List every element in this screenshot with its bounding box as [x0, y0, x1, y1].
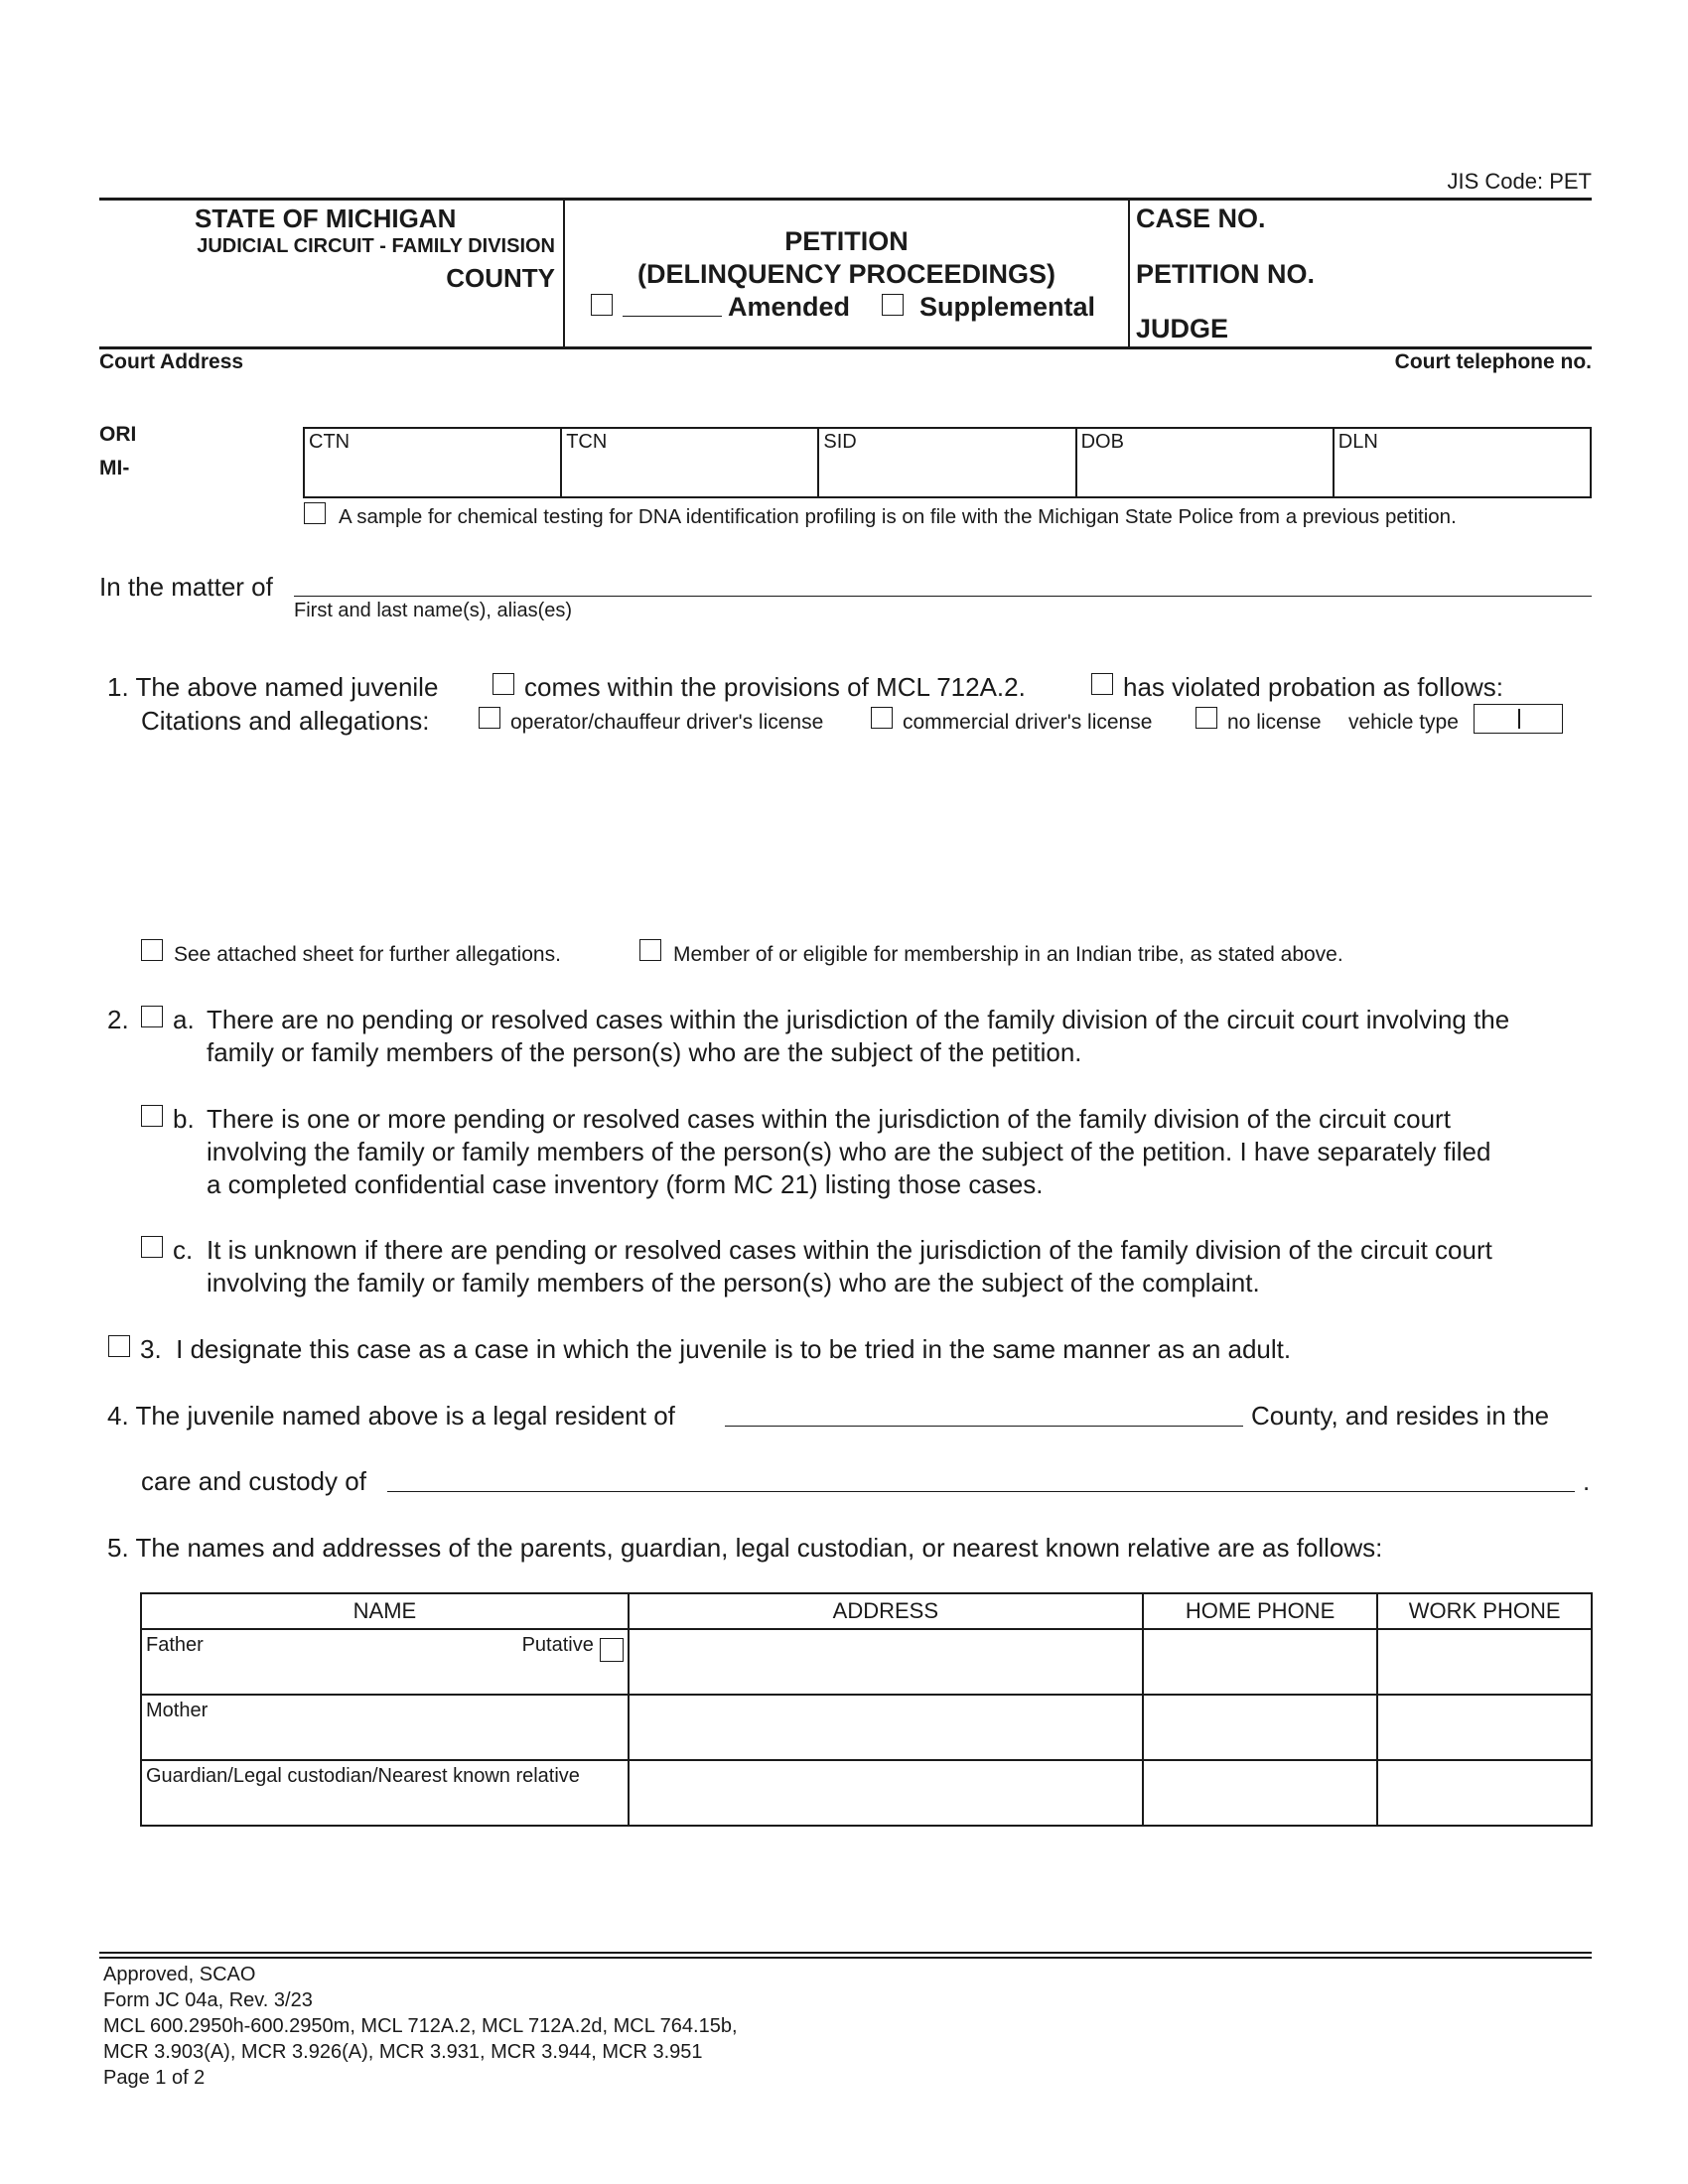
item2b-line2: involving the family or family members of the person(s) who are the subject of the petition. I have separately filed: [207, 1137, 1491, 1166]
citations-label: Citations and allegations:: [141, 706, 430, 736]
county-of-residence-field[interactable]: [725, 1426, 1243, 1427]
tcn-label: TCN: [566, 431, 608, 453]
item2-number: 2.: [107, 1005, 129, 1034]
col-work-phone-header: WORK PHONE: [1377, 1593, 1592, 1629]
amended-label: Amended: [728, 292, 851, 322]
mother-row: [141, 1695, 1592, 1760]
header-bottom-rule: [99, 346, 1592, 349]
operator-license-label: operator/chauffeur driver's license: [510, 711, 824, 734]
item2a-checkbox[interactable]: [141, 1006, 163, 1027]
item2c-label: c.: [173, 1235, 194, 1265]
item1-opt1: comes within the provisions of MCL 712A.2.: [524, 672, 1026, 702]
footer-approved: Approved, SCAO: [103, 1964, 256, 1985]
ctn-field[interactable]: [304, 428, 561, 497]
item3-checkbox[interactable]: [108, 1335, 130, 1357]
indian-tribe-label: Member of or eligible for membership in an Indian tribe, as stated above.: [673, 943, 1343, 966]
matter-label: In the matter of: [99, 572, 273, 602]
mi-label: MI-: [99, 457, 130, 479]
form-title-line2: (DELINQUENCY PROCEEDINGS): [636, 259, 1056, 289]
supplemental-label: Supplemental: [919, 292, 1096, 322]
item2b-line1: There is one or more pending or resolved cases within the jurisdiction of the family division of the circuit court: [207, 1104, 1451, 1134]
guardian-address-cell[interactable]: [629, 1760, 1143, 1826]
id-fields-table: [303, 427, 1592, 498]
guardian-work-phone-cell[interactable]: [1377, 1760, 1592, 1826]
supplemental-checkbox[interactable]: [882, 294, 904, 316]
footer-page-number: Page 1 of 2: [103, 2067, 206, 2089]
attached-sheet-label: See attached sheet for further allegations.: [174, 943, 561, 966]
header-divider-right: [1128, 198, 1130, 348]
father-name-cell[interactable]: [141, 1629, 629, 1695]
form-title-line1: PETITION: [784, 226, 909, 256]
circuit-label: JUDICIAL CIRCUIT - FAMILY DIVISION: [197, 235, 555, 257]
mother-label: Mother: [146, 1700, 209, 1721]
item2b-checkbox[interactable]: [141, 1105, 163, 1127]
attached-sheet-checkbox[interactable]: [141, 939, 163, 961]
item3-text: 3. I designate this case as a case in which the juvenile is to be tried in the same manner as an adult.: [140, 1334, 1292, 1364]
court-phone-label: Court telephone no.: [1394, 350, 1592, 373]
item1-opt2: has violated probation as follows:: [1123, 672, 1504, 702]
care-custody-period: .: [1583, 1466, 1591, 1496]
case-no-label: CASE NO.: [1136, 204, 1266, 233]
father-address-cell[interactable]: [629, 1629, 1143, 1695]
sid-field[interactable]: [818, 428, 1075, 497]
sid-label: SID: [823, 431, 857, 453]
item2b-label: b.: [173, 1104, 195, 1134]
indian-tribe-checkbox[interactable]: [639, 939, 661, 961]
vehicle-type-divider: [1518, 709, 1520, 729]
commercial-license-label: commercial driver's license: [903, 711, 1153, 734]
guardian-label: Guardian/Legal custodian/Nearest known relative: [146, 1765, 580, 1787]
care-custody-field[interactable]: [387, 1491, 1575, 1492]
amended-number-field[interactable]: [623, 316, 722, 317]
court-address-label: Court Address: [99, 350, 244, 373]
judge-label: JUDGE: [1136, 314, 1229, 343]
putative-checkbox[interactable]: [600, 1638, 624, 1662]
putative-label: Putative: [521, 1634, 594, 1656]
care-custody-label: care and custody of: [141, 1466, 366, 1496]
vehicle-type-label: vehicle type: [1348, 711, 1459, 734]
item2a-line2: family or family members of the person(s) who are the subject of the petition.: [207, 1037, 1082, 1067]
father-work-phone-cell[interactable]: [1377, 1629, 1592, 1695]
item5-text: 5. The names and addresses of the parents, guardian, legal custodian, or nearest known relative are as follows:: [107, 1533, 1383, 1563]
footer-block: [103, 1962, 738, 2091]
item2b-line3: a completed confidential case inventory (form MC 21) listing those cases.: [207, 1169, 1044, 1199]
item2a-label: a.: [173, 1005, 195, 1034]
item4-tail: County, and resides in the: [1251, 1401, 1550, 1431]
item2c-line1: It is unknown if there are pending or resolved cases within the jurisdiction of the family division of the circuit court: [207, 1235, 1492, 1265]
guardian-row: [141, 1760, 1592, 1826]
col-home-phone-header: HOME PHONE: [1143, 1593, 1377, 1629]
guardian-home-phone-cell[interactable]: [1143, 1760, 1377, 1826]
item2c-line2: involving the family or family members of the person(s) who are the subject of the complaint.: [207, 1268, 1260, 1297]
county-label: COUNTY: [446, 263, 555, 293]
mother-address-cell[interactable]: [629, 1695, 1143, 1760]
dna-checkbox[interactable]: [304, 502, 326, 524]
col-address-header: ADDRESS: [629, 1593, 1143, 1629]
jis-code: JIS Code: PET: [1447, 169, 1592, 194]
vehicle-type-field[interactable]: [1474, 704, 1563, 734]
probation-checkbox[interactable]: [1091, 673, 1113, 695]
juvenile-name-field[interactable]: [294, 596, 1592, 597]
ori-label: ORI: [99, 423, 137, 446]
provisions-checkbox[interactable]: [492, 673, 514, 695]
guardian-name-cell[interactable]: [141, 1760, 629, 1826]
state-title: STATE OF MICHIGAN: [195, 204, 457, 233]
operator-license-checkbox[interactable]: [479, 707, 500, 729]
no-license-checkbox[interactable]: [1196, 707, 1217, 729]
father-home-phone-cell[interactable]: [1143, 1629, 1377, 1695]
no-license-label: no license: [1227, 711, 1322, 734]
item2c-checkbox[interactable]: [141, 1236, 163, 1258]
dob-field[interactable]: [1076, 428, 1334, 497]
tcn-field[interactable]: [561, 428, 818, 497]
matter-hint: First and last name(s), alias(es): [294, 600, 573, 621]
relatives-table: [140, 1592, 1593, 1827]
commercial-license-checkbox[interactable]: [871, 707, 893, 729]
mother-work-phone-cell[interactable]: [1377, 1695, 1592, 1760]
dna-text: A sample for chemical testing for DNA identification profiling is on file with the Michigan State Police from a previous petition.: [339, 505, 1457, 528]
item1-lead: 1. The above named juvenile: [107, 672, 439, 702]
header-top-rule: [99, 198, 1592, 201]
mother-home-phone-cell[interactable]: [1143, 1695, 1377, 1760]
amended-checkbox[interactable]: [591, 294, 613, 316]
footer-mcr-refs: MCR 3.903(A), MCR 3.926(A), MCR 3.931, MCR 3.944, MCR 3.951: [103, 2041, 703, 2063]
footer-rule-bottom: [99, 1957, 1592, 1959]
footer-mcl-refs: MCL 600.2950h-600.2950m, MCL 712A.2, MCL 712A.2d, MCL 764.15b,: [103, 2015, 738, 2037]
item2a-line1: There are no pending or resolved cases within the jurisdiction of the family division of the circuit court involving the: [207, 1005, 1510, 1034]
petition-no-label: PETITION NO.: [1136, 259, 1316, 289]
father-label: Father: [146, 1634, 204, 1656]
mother-name-cell[interactable]: [141, 1695, 629, 1760]
item4-lead: 4. The juvenile named above is a legal resident of: [107, 1401, 675, 1431]
dob-label: DOB: [1080, 431, 1124, 453]
col-name-header: NAME: [141, 1593, 629, 1629]
footer-form-number: Form JC 04a, Rev. 3/23: [103, 1989, 313, 2011]
footer-rule-top: [99, 1952, 1592, 1954]
ctn-label: CTN: [309, 431, 351, 453]
dln-field[interactable]: [1334, 428, 1591, 497]
father-row: [141, 1629, 1592, 1695]
dln-label: DLN: [1337, 431, 1378, 453]
